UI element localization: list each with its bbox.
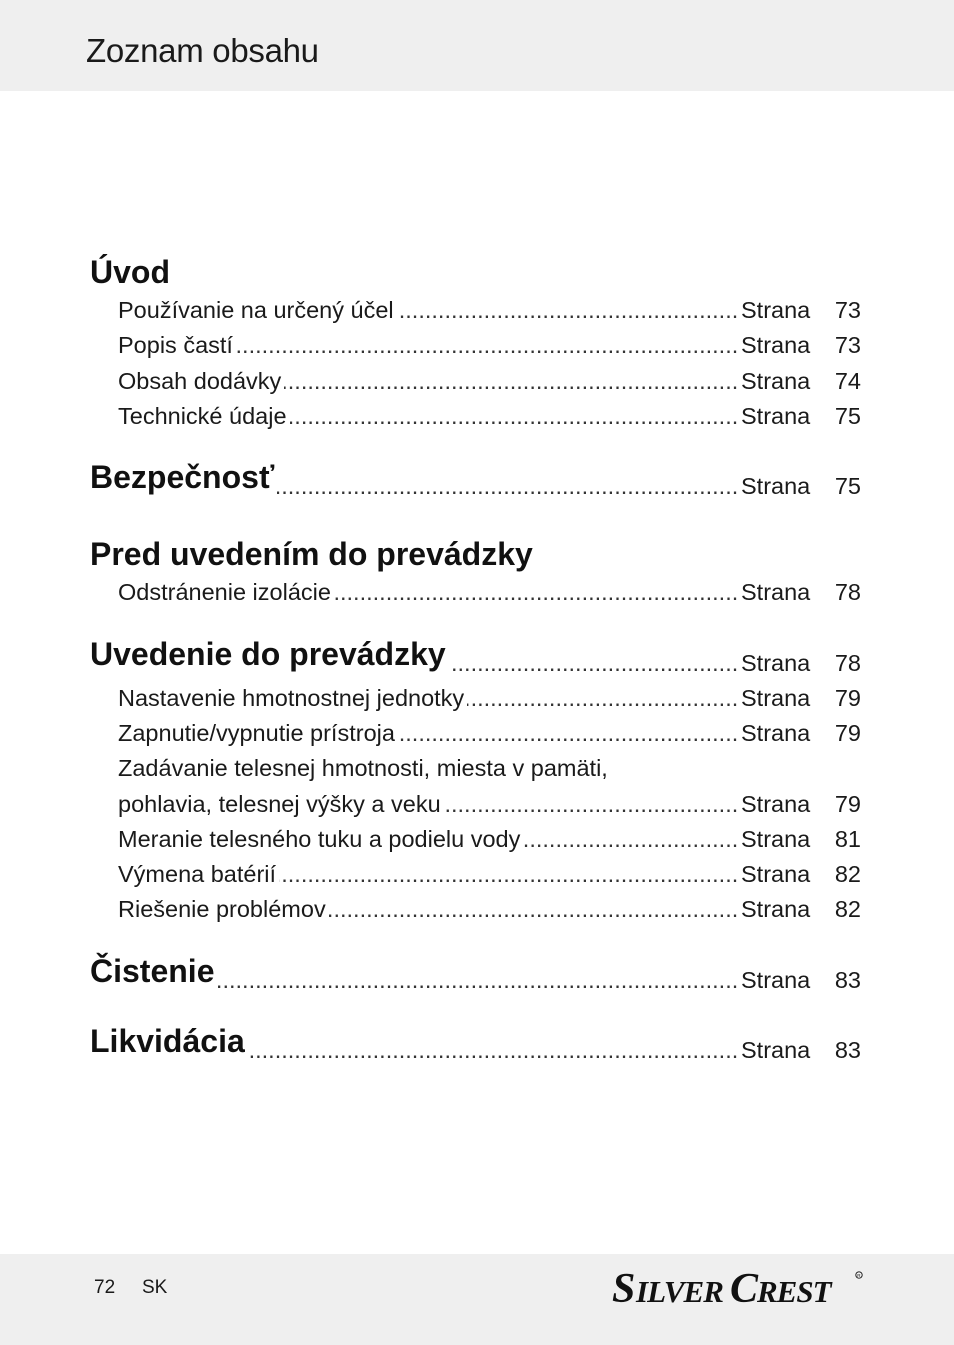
toc-entry[interactable] [0,720,954,754]
toc-entry-strana: Strana [741,1037,811,1063]
toc-section-bezpecnost[interactable] [0,459,954,507]
toc-entry-page: 79 [834,791,861,817]
svg-text:C: C [730,1266,758,1310]
toc-entry-strana: Strana [741,685,811,711]
toc-entry-page: 82 [834,896,861,922]
toc-entry[interactable] [0,368,954,402]
toc-entry[interactable] [0,403,954,437]
toc-entry-label: Riešenie problémov [118,896,329,923]
page-title: Zoznam obsahu [86,32,319,69]
toc-entry-strana: Strana [741,332,811,358]
toc-entry-page: 74 [834,368,861,394]
toc-entry-label: Zapnutie/vypnutie prístroja [118,720,398,747]
toc-section-cistenie[interactable] [0,953,954,1001]
toc-entry-page: 73 [834,297,861,323]
toc-entry-strana: Strana [741,368,811,394]
page-number: 72 [94,1277,116,1298]
section-title-uvod: Úvod [90,254,170,290]
svg-text:ILVER: ILVER [636,1274,723,1309]
toc-entry-page: 78 [834,579,861,605]
section-title-cistenie: Čistenie [90,953,217,990]
toc-entry[interactable] [0,826,954,860]
svg-text:REST: REST [757,1274,831,1309]
svg-text:R: R [857,1272,861,1278]
toc-entry-label-line1[interactable]: Zadávanie telesnej hmotnosti, miesta v pamäti, [118,755,608,781]
silvercrest-logo-icon [612,1266,864,1310]
toc-entry[interactable] [0,297,954,331]
toc-entry-strana: Strana [741,896,811,922]
toc-entry-page: 81 [834,826,861,852]
toc-entry[interactable] [0,791,954,825]
toc-entry-strana: Strana [741,473,811,499]
toc-entry-label: Technické údaje [118,403,290,430]
toc-entry-page: 79 [834,685,861,711]
toc-entry-page: 79 [834,720,861,746]
toc-entry-label: pohlavia, telesnej výšky a veku [118,791,444,818]
toc-entry-page: 75 [834,403,861,429]
toc-entry-label: Nastavenie hmotnostnej jednotky [118,685,467,712]
toc-entry-strana: Strana [741,403,811,429]
toc-entry-label: Odstránenie izolácie [118,579,334,606]
toc-entry-label: Popis častí [118,332,236,359]
toc-section-uvedenie[interactable] [0,636,954,684]
toc-entry-page: 83 [834,1037,861,1063]
language-code: SK [142,1277,168,1298]
toc-entry-strana: Strana [741,791,811,817]
toc-entry-strana: Strana [741,297,811,323]
toc-entry-label: Obsah dodávky [118,368,284,395]
toc-entry-label: Používanie na určený účel [118,297,397,324]
toc-entry-page: 73 [834,332,861,358]
toc-entry[interactable] [0,685,954,719]
page-header [0,0,954,91]
toc-entry[interactable] [0,896,954,930]
toc-entry[interactable] [0,579,954,613]
toc-entry-strana: Strana [741,720,811,746]
toc-entry-strana: Strana [741,579,811,605]
toc-entry-strana: Strana [741,967,811,993]
toc-entry-label: Výmena batérií [118,861,279,888]
section-title-uvedenie: Uvedenie do prevádzky [90,636,449,673]
toc-entry-strana: Strana [741,861,811,887]
toc-entry[interactable] [0,332,954,366]
toc-section-likvidacia[interactable] [0,1023,954,1071]
toc-entry-page: 75 [834,473,861,499]
section-title-likvidacia: Likvidácia [90,1023,248,1060]
toc-entry-label: Meranie telesného tuku a podielu vody [118,826,523,853]
toc-entry-strana: Strana [741,650,811,676]
toc-entry[interactable] [0,861,954,895]
toc-entry-strana: Strana [741,826,811,852]
svg-text:S: S [612,1266,635,1310]
page-footer [0,1254,954,1345]
toc-entry-page: 82 [834,861,861,887]
toc-entry-page: 78 [834,650,861,676]
toc-entry-page: 83 [834,967,861,993]
section-title-bezpecnost: Bezpečnosť [90,459,277,496]
section-title-pred-uvedenim: Pred uvedením do prevádzky [90,536,533,572]
